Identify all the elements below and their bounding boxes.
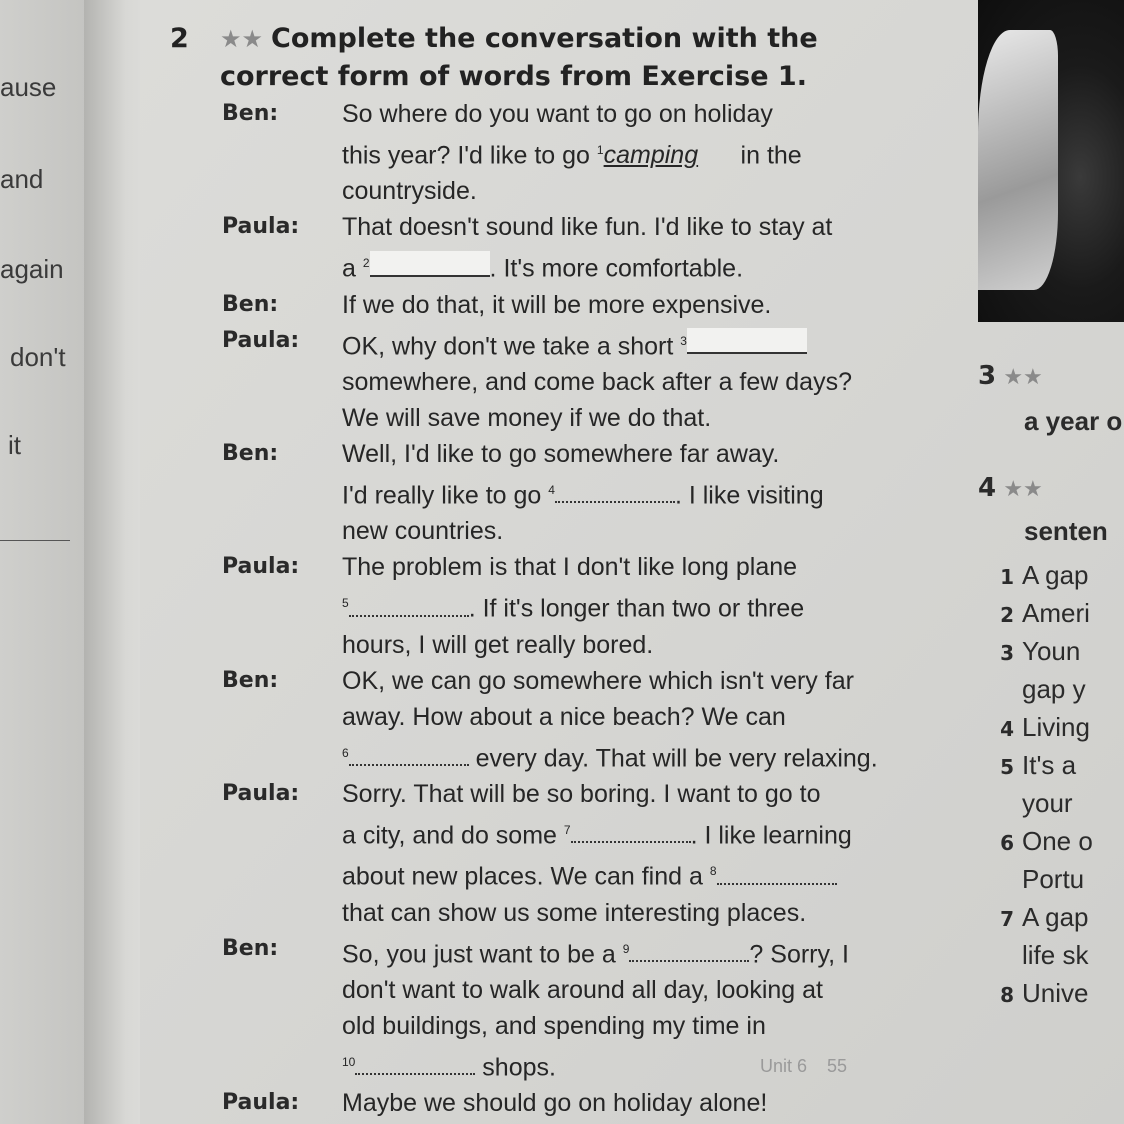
- line-text: shops.: [475, 1053, 556, 1082]
- instruction-line-2: correct form of words from Exercise 1.: [220, 61, 807, 92]
- exercise-4-item: [978, 674, 1086, 705]
- speech-line: [342, 245, 902, 286]
- exercise-4-item: [978, 978, 1088, 1009]
- margin-word: and: [0, 164, 44, 194]
- line-text: that can show us some interesting places.: [342, 898, 807, 927]
- page-number: 55: [827, 1056, 848, 1076]
- gap-number: 1: [596, 143, 604, 157]
- exercise-4-item: [978, 940, 1088, 971]
- item-text: Portu: [1022, 864, 1085, 894]
- item-text: It's a: [1022, 750, 1077, 780]
- gap-number: 10: [342, 1054, 356, 1069]
- exercise-4-item: [978, 788, 1073, 819]
- exercise-3-heading: [978, 360, 1043, 391]
- answer-blank[interactable]: [355, 1049, 475, 1075]
- speech-line: [342, 735, 902, 776]
- exercise-heading: [170, 20, 930, 96]
- item-number: 5: [1000, 755, 1014, 779]
- item-text: gap y: [1022, 674, 1086, 704]
- exercise-3-text: a year o: [1024, 406, 1123, 436]
- difficulty-stars-icon: ★★: [1003, 364, 1043, 389]
- speech-line: [342, 173, 902, 209]
- margin-word: again: [0, 254, 64, 284]
- answer-blank[interactable]: [349, 591, 469, 617]
- gap-number: 7: [563, 822, 571, 837]
- margin-word: it: [8, 430, 21, 460]
- exercise-4-item: [978, 902, 1089, 933]
- speech-line: [342, 812, 902, 853]
- exercise-2: [170, 20, 930, 1121]
- speaker-label: Ben:: [222, 291, 279, 317]
- dialogue-turn: [170, 776, 930, 931]
- speech-text: [342, 436, 902, 549]
- line-text: So where do you want to go on holiday: [342, 100, 773, 128]
- speech-text: [342, 287, 902, 323]
- gap-number: 6: [342, 745, 349, 760]
- speech-line: [342, 931, 902, 972]
- answer-blank[interactable]: [717, 859, 837, 885]
- exercise-4-number: 4: [978, 473, 997, 503]
- difficulty-stars-icon: ★★: [1003, 476, 1043, 501]
- exercise-4-heading: [978, 472, 1043, 503]
- line-text: The problem is that I don't like long plane: [342, 553, 798, 582]
- speech-line: [342, 1008, 902, 1044]
- item-text: One o: [1022, 826, 1093, 856]
- line-text: new countries.: [342, 517, 504, 546]
- answer-blank[interactable]: [349, 740, 469, 766]
- line-text: don't want to walk around all day, looking at: [342, 975, 823, 1004]
- exercise-4-text: senten: [1024, 516, 1108, 546]
- speech-text: [342, 323, 902, 436]
- page-footer: [760, 1056, 847, 1077]
- line-text: Sorry. That will be so boring. I want to go to: [342, 779, 821, 808]
- speaker-label: Paula:: [222, 780, 300, 806]
- line-text: . If it's longer than two or three: [468, 594, 805, 623]
- margin-rule: [0, 540, 70, 541]
- item-text: Unive: [1022, 978, 1089, 1008]
- speaker-label: Ben:: [222, 440, 279, 466]
- photo-scarf: [978, 30, 1058, 290]
- item-text: A gap: [1022, 902, 1089, 932]
- item-number: 3: [1000, 641, 1014, 665]
- margin-word: ause: [0, 72, 57, 102]
- speech-line: [342, 1085, 902, 1121]
- speaker-label: Paula:: [222, 214, 300, 240]
- line-text: . I like learning: [690, 821, 852, 850]
- speech-line: [342, 585, 902, 626]
- gap-number: 5: [342, 596, 349, 611]
- dialogue-turn: [170, 209, 930, 286]
- margin-word: don't: [10, 342, 66, 372]
- exercise-4-item: [978, 750, 1076, 781]
- item-number: 7: [1000, 907, 1014, 931]
- speaker-label: Ben:: [222, 935, 279, 961]
- line-text: If we do that, it will be more expensive.: [342, 290, 772, 319]
- speech-line: [342, 776, 902, 812]
- exercise-4-item: [978, 864, 1084, 895]
- speech-text: [342, 549, 902, 662]
- line-text: Well, I'd like to go somewhere far away.: [342, 439, 780, 468]
- exercise-4-item: [978, 598, 1090, 629]
- difficulty-stars-icon: ★★: [220, 25, 264, 53]
- speech-line: [342, 96, 902, 132]
- gap-number: 3: [680, 333, 687, 348]
- line-text: That doesn't sound like fun. I'd like to stay at: [342, 213, 833, 242]
- item-number: 4: [1000, 717, 1014, 741]
- line-text: a city, and do some: [342, 821, 564, 850]
- exercise-4-item: [978, 712, 1090, 743]
- exercise-number: 2: [170, 23, 189, 54]
- line-text: a: [342, 254, 363, 283]
- exercise-4-item: [978, 560, 1089, 591]
- speech-text: [342, 209, 902, 286]
- speech-line: [342, 323, 902, 364]
- speech-text: [342, 776, 902, 931]
- speech-text: [342, 663, 902, 776]
- speech-line: [342, 132, 902, 173]
- gap-number: 8: [709, 864, 717, 879]
- item-text: your: [1022, 788, 1073, 818]
- line-text: OK, we can go somewhere which isn't very far: [342, 666, 854, 695]
- speech-line: [342, 549, 902, 585]
- speech-line: [342, 513, 902, 549]
- dialogue: [170, 96, 930, 1121]
- exercise-4-item: [978, 826, 1093, 857]
- item-number: 8: [1000, 983, 1014, 1007]
- gap-number: 4: [548, 482, 555, 497]
- item-text: A gap: [1022, 560, 1089, 590]
- speech-text: [342, 96, 902, 209]
- speaker-label: Paula:: [222, 327, 300, 353]
- line-text: I'd really like to go: [342, 481, 549, 510]
- speech-line: [342, 472, 902, 513]
- speech-line: [342, 436, 902, 472]
- line-text: . It's more comfortable.: [489, 254, 744, 283]
- speaker-label: Paula:: [222, 1090, 300, 1116]
- speech-line: [342, 663, 902, 699]
- gap-number: 9: [622, 941, 630, 956]
- line-text: about new places. We can find a: [342, 862, 710, 891]
- line-text: away. How about a nice beach? We can: [342, 702, 786, 731]
- gap-number: 2: [362, 256, 370, 271]
- speech-line: [342, 400, 902, 436]
- item-text: life sk: [1022, 940, 1089, 970]
- dialogue-turn: [170, 1085, 930, 1121]
- answer-blank[interactable]: [555, 477, 675, 503]
- student-photo: [978, 0, 1124, 322]
- item-text: Youn: [1022, 636, 1081, 666]
- dialogue-turn: [170, 323, 930, 436]
- line-text: So, you just want to be a: [342, 939, 623, 968]
- exercise-3-number: 3: [978, 361, 997, 391]
- speech-line: [342, 699, 902, 735]
- dialogue-turn: [170, 96, 930, 209]
- dialogue-turn: [170, 287, 930, 323]
- dialogue-turn: [170, 663, 930, 776]
- speech-line: [342, 972, 902, 1008]
- answer-blank[interactable]: [370, 251, 490, 277]
- line-text: We will save money if we do that.: [342, 403, 712, 432]
- line-text: ? Sorry, I: [749, 939, 849, 968]
- line-text: hours, I will get really bored.: [342, 630, 654, 659]
- line-text: OK, why don't we take a short: [342, 331, 681, 360]
- line-text: in the: [733, 141, 802, 170]
- line-text: this year? I'd like to go: [342, 141, 597, 170]
- speech-line: [342, 853, 902, 894]
- speaker-label: Ben:: [222, 101, 279, 126]
- line-text: every day. That will be very relaxing.: [468, 743, 878, 772]
- speech-line: [342, 364, 902, 400]
- speaker-label: Paula:: [222, 554, 300, 580]
- speech-line: [342, 287, 902, 323]
- answer-blank[interactable]: [687, 328, 807, 354]
- line-text: . I like visiting: [674, 481, 824, 510]
- instruction-line-1: Complete the conversation with the: [271, 23, 818, 54]
- item-number: 6: [1000, 831, 1014, 855]
- line-text: old buildings, and spending my time in: [342, 1011, 766, 1040]
- item-text: Ameri: [1022, 598, 1090, 628]
- item-text: Living: [1022, 712, 1090, 742]
- line-text: countryside.: [342, 177, 477, 206]
- item-number: 1: [1000, 565, 1014, 589]
- answer-blank[interactable]: [571, 817, 691, 843]
- dialogue-turn: [170, 549, 930, 662]
- unit-label: Unit 6: [760, 1056, 808, 1076]
- line-text: Maybe we should go on holiday alone!: [342, 1089, 768, 1118]
- speech-line: [342, 895, 902, 931]
- line-text: somewhere, and come back after a few days?: [342, 367, 852, 396]
- item-number: 2: [1000, 603, 1014, 627]
- speaker-label: Ben:: [222, 667, 279, 693]
- answer-blank[interactable]: [629, 936, 749, 962]
- speech-line: [342, 209, 902, 245]
- exercise-4-item: [978, 636, 1080, 667]
- dialogue-turn: [170, 436, 930, 549]
- speech-text: [342, 1085, 902, 1121]
- speech-line: [342, 627, 902, 663]
- answer-blank[interactable]: camping: [603, 141, 699, 170]
